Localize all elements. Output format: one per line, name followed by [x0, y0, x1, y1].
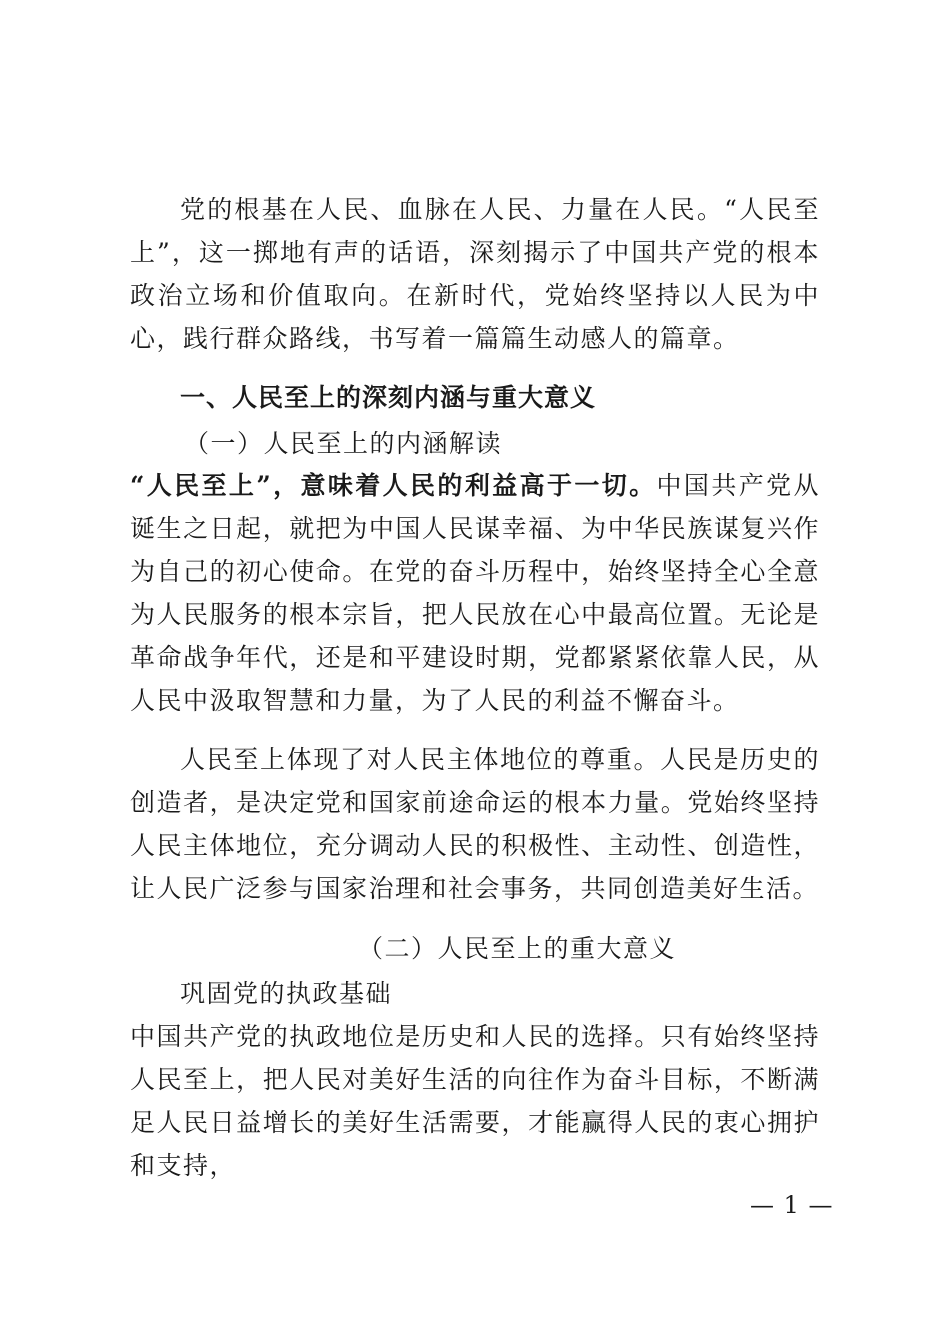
paragraph-2-lead: “人民至上”，意味着人民的利益高于一切。	[130, 471, 657, 500]
subsection-1-heading: （一）人民至上的内涵解读	[184, 429, 503, 458]
paragraph-4: 中国共产党的执政地位是历史和人民的选择。只有始终坚持人民至上，把人民对美好生活的向往作为奋斗目标，不断满足人民日益增长的美好生活需要，才能赢得人民的衷心拥护和支持，	[130, 1022, 820, 1180]
paragraph-2-body: 中国共产党从诞生之日起，就把为中国人民谋幸福、为中华民族谋复兴作为自己的初心使命。在党的奋斗历程中，始终坚持全心全意为人民服务的根本宗旨，把人民放在心中最高位置。无论是革命战争年代，还是和平建设时期，党都紧紧依靠人民，从人民中汲取智慧和力量，为了人民的利益不懈奋斗。	[130, 471, 820, 715]
paragraph-3: 人民至上体现了对人民主体地位的尊重。人民是历史的创造者，是决定党和国家前途命运的根本力量。党始终坚持人民主体地位，充分调动人民的积极性、主动性、创造性，让人民广泛参与国家治理和社会事务，共同创造美好生活。	[130, 745, 820, 903]
point-1-heading: 巩固党的执政基础	[180, 979, 393, 1008]
subsection-2-heading: （二）人民至上的重大意义	[358, 934, 677, 963]
section-1-heading: 一、人民至上的深刻内涵与重大意义	[180, 383, 597, 412]
intro-paragraph: 党的根基在人民、血脉在人民、力量在人民。“人民至上”，这一掷地有声的话语，深刻揭示了中国共产党的根本政治立场和价值取向。在新时代，党始终坚持以人民为中心，践行群众路线，书写着一篇篇生动感人的篇章。	[130, 195, 820, 353]
page-number: — 1 —	[750, 1191, 834, 1219]
paragraph-2	[130, 464, 820, 722]
